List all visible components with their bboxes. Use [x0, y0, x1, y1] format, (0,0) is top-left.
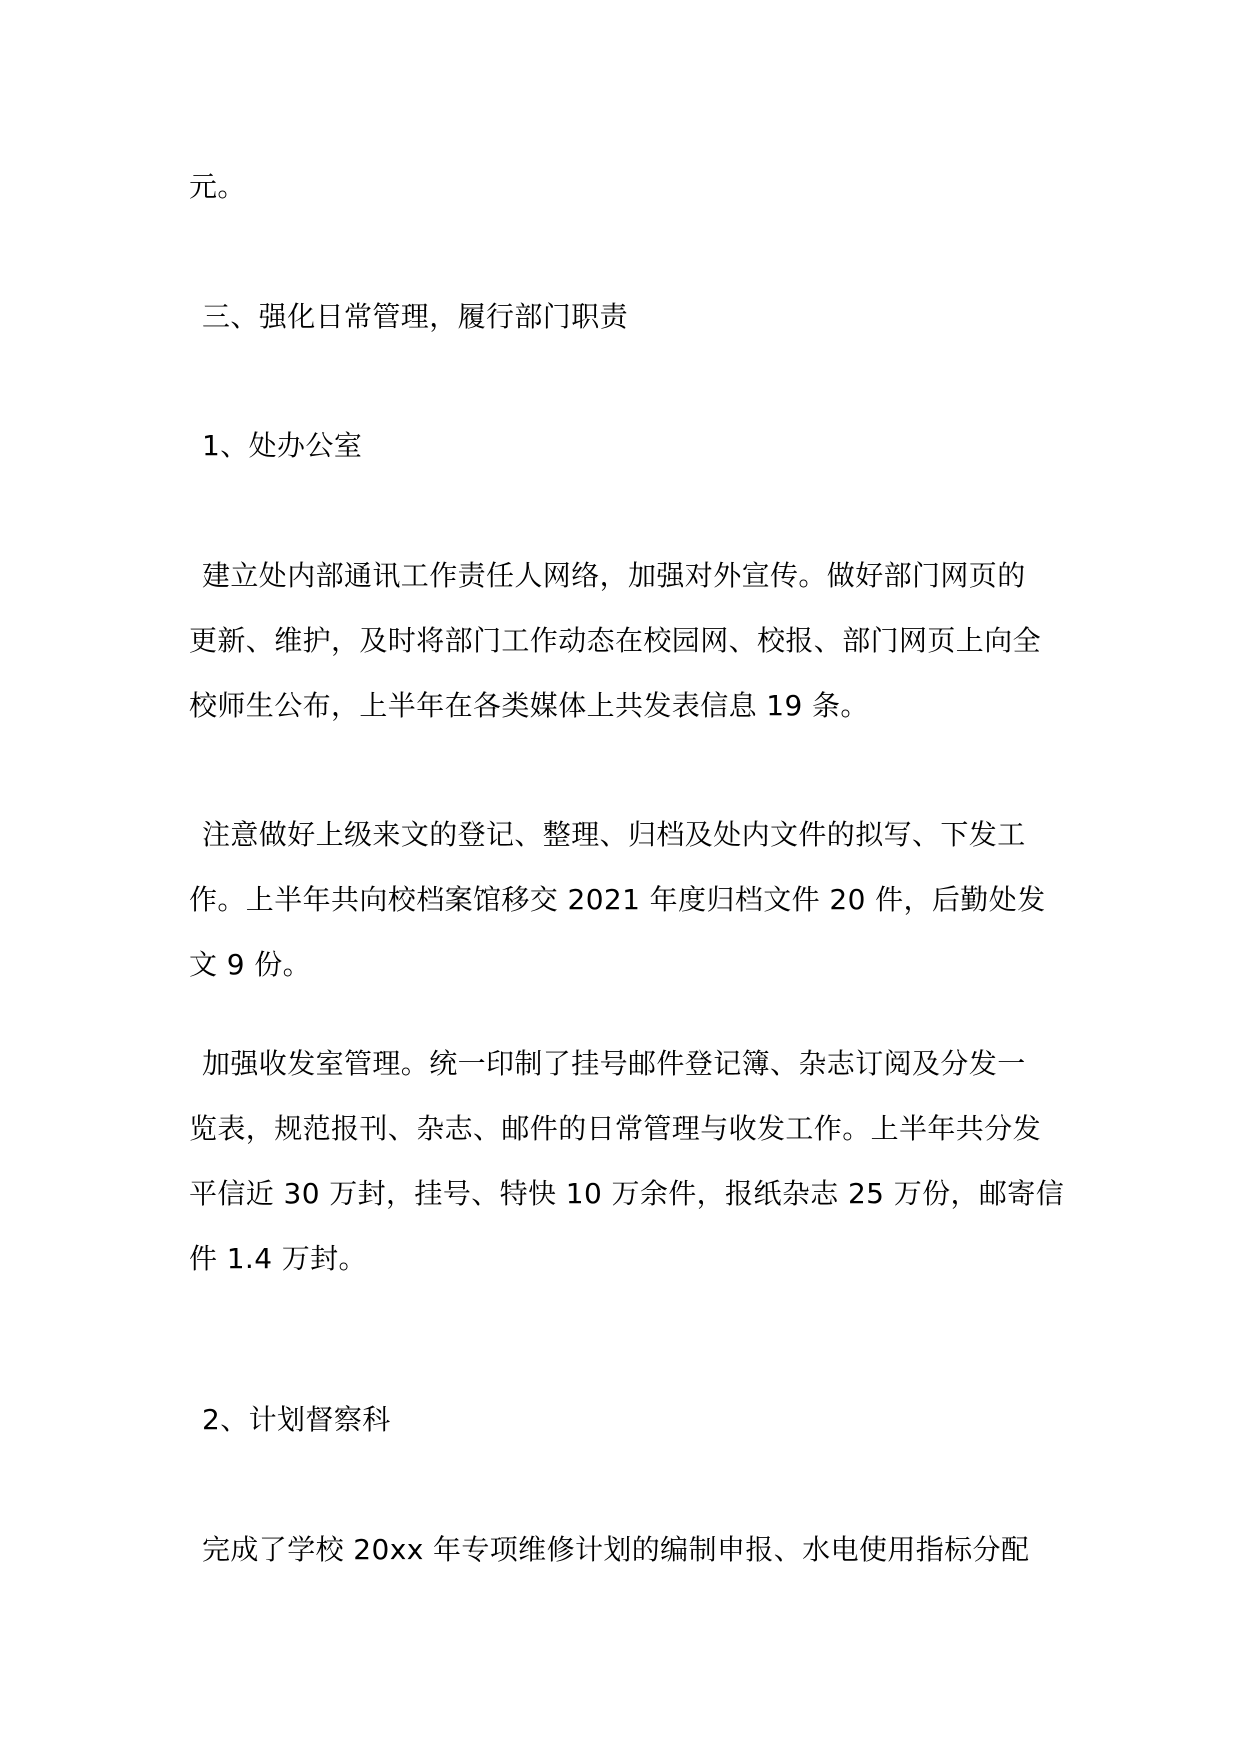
text-line: 注意做好上级来文的登记、整理、归档及处内文件的拟写、下发工 [202, 818, 1026, 851]
text-line: 加强收发室管理。统一印制了挂号邮件登记簿、杂志订阅及分发一 [202, 1047, 1026, 1080]
text-line: 元。 [189, 170, 246, 203]
text-line: 建立处内部通讯工作责任人网络，加强对外宣传。做好部门网页的 [202, 559, 1026, 592]
section-heading-text: 三、强化日常管理，履行部门职责 [202, 300, 629, 333]
subsection-heading-office [189, 413, 1059, 478]
text-line: 文 9 份。 [189, 948, 312, 981]
text-line: 览表，规范报刊、杂志、邮件的日常管理与收发工作。上半年共分发 [189, 1112, 1042, 1145]
subsection-heading-text: 1、处办公室 [202, 429, 363, 462]
text-line: 平信近 30 万封，挂号、特快 10 万余件，报纸杂志 25 万份，邮寄信 [189, 1177, 1065, 1210]
paragraph-document-filing [189, 802, 1059, 997]
paragraph-maintenance-plan [189, 1517, 1059, 1582]
paragraph-continuation [189, 154, 1059, 219]
subsection-heading-text: 2、计划督察科 [202, 1403, 391, 1436]
paragraph-communication-network [189, 543, 1059, 738]
section-heading [189, 284, 1059, 349]
text-line: 校师生公布，上半年在各类媒体上共发表信息 19 条。 [189, 689, 869, 722]
text-line: 件 1.4 万封。 [189, 1242, 367, 1275]
paragraph-mailroom-management [189, 1031, 1065, 1291]
subsection-heading-planning [189, 1387, 1059, 1452]
text-line: 更新、维护，及时将部门工作动态在校园网、校报、部门网页上向全 [189, 624, 1042, 657]
text-line: 作。上半年共向校档案馆移交 2021 年度归档文件 20 件，后勤处发 [189, 883, 1046, 916]
text-line: 完成了学校 20xx 年专项维修计划的编制申报、水电使用指标分配 [202, 1533, 1030, 1566]
